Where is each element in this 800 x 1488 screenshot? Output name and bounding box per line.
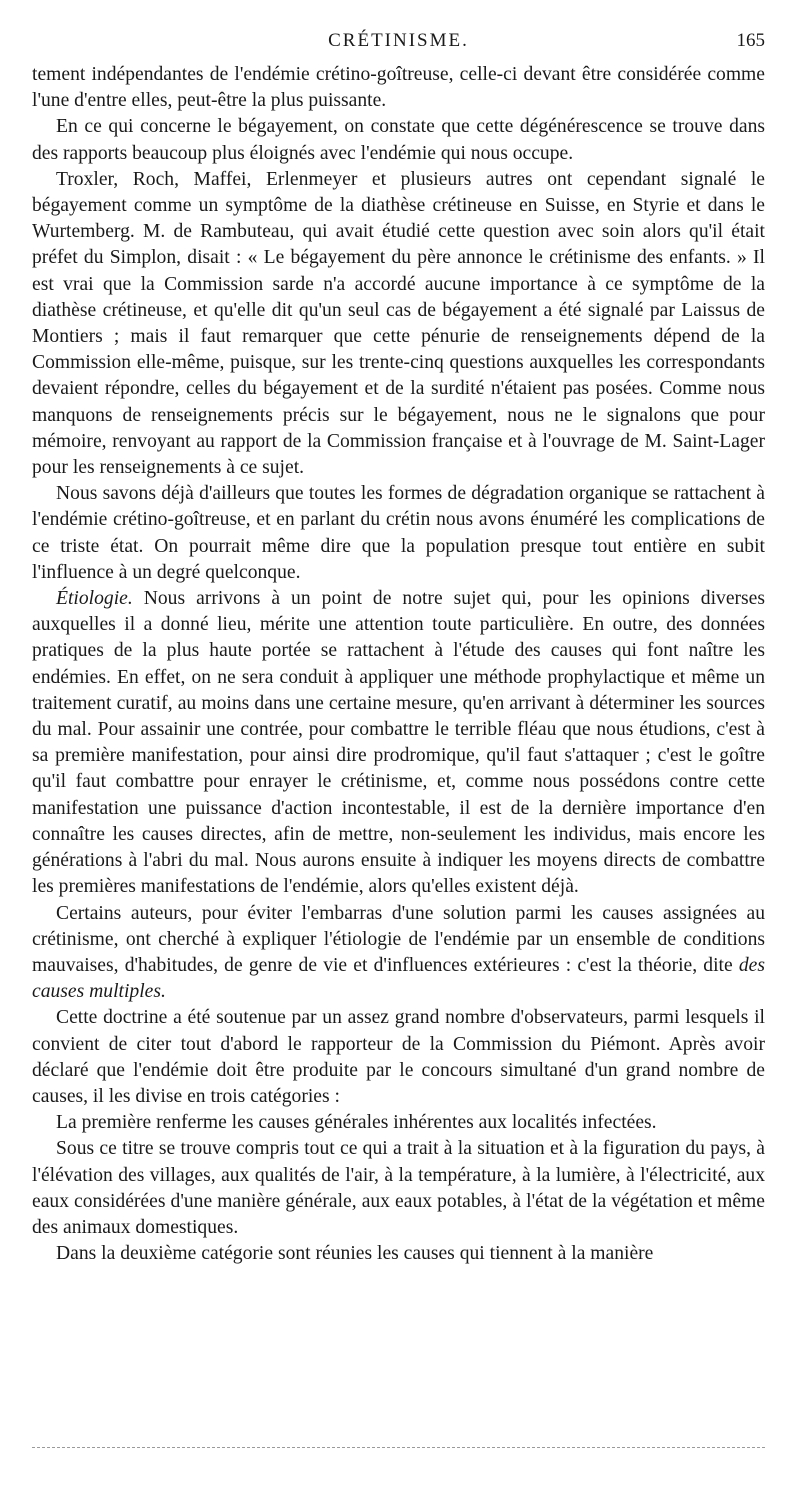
paragraph [32,1005,765,1110]
paragraph [32,586,765,900]
paragraph [32,1136,765,1241]
paragraph-text: Troxler, Roch, Maffei, Erlenmeyer et plusieurs autres ont cependant signalé le bégayement comme un symptôme de la diathèse crétineuse en Suisse, en Styrie et dans le Wurtemberg. M. de Rambuteau, qui avait étudié cette question avec soin alors qu'il était préfet du Simplon, disait : « Le bégayement du père annonce le crétinisme des enfants. » Il est vrai que la Commission sarde n'a accordé aucune importance à ce symptôme de la diathèse crétineuse, et qu'elle dit qu'un seul cas de bégayement a été signalé par Laissus de Montiers ; mais il faut remarquer que cette pénurie de renseignements dépend de la Commission elle-même, puisque, sur les trente-cinq questions auxquelles les correspondants devaient répondre, celles du bégayement et de la surdité n'étaient pas posées. Comme nous manquons de renseignements précis sur le bégayement, nous ne le signalons que pour mémoire, renvoyant au rapport de la Commission française et à l'ouvrage de M. Saint-Lager pour les renseignements à ce sujet. [32,168,765,479]
paragraph-text: Nous savons déjà d'ailleurs que toutes les formes de dégradation organique se rattachent à l'endémie crétino-goîtreuse, et en parlant du crétin nous avons énuméré les complications de ce triste état. On pourrait même dire que la population presque tout entière en subit l'influence à un degré quelconque. [32,483,765,583]
footer-rule [32,1447,765,1448]
paragraph [32,1110,765,1136]
paragraph-text: Nous arrivons à un point de notre sujet qui, pour les opinions diverses auxquelles il a donné lieu, mérite une attention toute particulière. En outre, des données pratiques de la plus haute portée se rattachent à l'étude des causes qui font naître les endémies. En effet, on ne sera conduit à appliquer une méthode prophylactique et même un traitement curatif, au moins dans une certaine mesure, qu'en arrivant à déterminer les sources du mal. Pour assainir une contrée, pour combattre le terrible fléau que nous étudions, c'est à sa première manifestation, pour ainsi dire prodromique, qu'il faut s'attaquer ; c'est le goître qu'il faut combattre pour enrayer le crétinisme, et, comme nous possédons contre cette manifestation une puissance d'action incontestable, il est de la dernière importance d'en connaître les causes directes, afin de mettre, non-seulement les individus, mais encore les générations à l'abri du mal. Nous aurons ensuite à indiquer les moyens directs de combattre les premières manifestations de l'endémie, alors qu'elles existent déjà. [32,588,765,898]
running-header [32,30,765,56]
paragraph [32,114,765,166]
paragraph-text: Dans la deuxième catégorie sont réunies les causes qui tiennent à la manière [56,1243,654,1265]
paragraph [32,1241,765,1267]
paragraph [32,62,765,114]
paragraph-text: Sous ce titre se trouve compris tout ce qui a trait à la situation et à la figuration du pays, à l'élévation des villages, aux qualités de l'air, à la température, à la lumière, à l'électricité, aux eaux considérées d'une manière générale, aux eaux potables, à l'état de la végétation et même des animaux domestiques. [32,1138,765,1238]
running-title: CRÉTINISME. [328,30,469,51]
paragraph-text: Certains auteurs, pour éviter l'embarras d'une solution parmi les causes assignées au crétinisme, ont cherché à expliquer l'étiologie de l'endémie par un ensemble de conditions mauvaises, d'habitudes, de genre de vie et d'influences extérieures : c'est la théorie, dite [32,902,765,976]
paragraph-text: tement indépendantes de l'endémie crétino-goîtreuse, celle-ci devant être considérée comme l'une d'entre elles, peut-être la plus puissante. [32,64,765,112]
paragraph [32,167,765,481]
paragraph [32,481,765,586]
paragraph-italic-tail: des causes multiples. [32,954,765,1003]
paragraph-text: La première renferme les causes générales inhérentes aux localités infectées. [56,1112,657,1134]
body-text [32,62,765,1267]
paragraph [32,901,765,1006]
paragraph-italic-lead: Étiologie. [56,588,133,610]
page-number: 165 [736,30,765,51]
paragraph-text: Cette doctrine a été soutenue par un assez grand nombre d'observateurs, parmi lesquels il convient de citer tout d'abord le rapporteur de la Commission du Piémont. Après avoir déclaré que l'endémie doit être produite par le concours simultané d'un grand nombre de causes, il les divise en trois catégories : [32,1007,765,1107]
paragraph-text: En ce qui concerne le bégayement, on constate que cette dégénérescence se trouve dans des rapports beaucoup plus éloignés avec l'endémie qui nous occupe. [32,116,765,164]
